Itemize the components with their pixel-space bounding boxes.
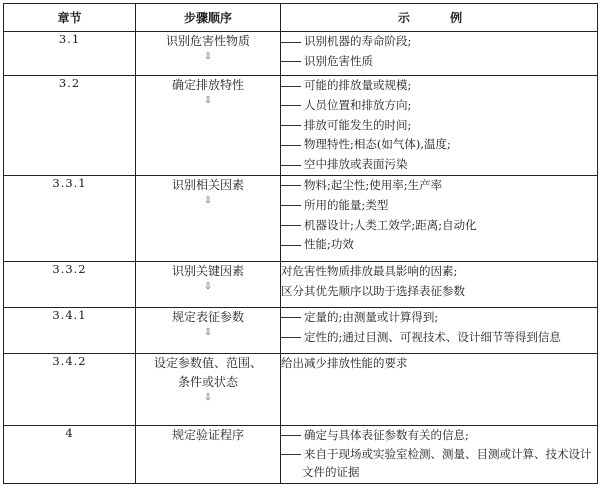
table-row	[4, 307, 598, 353]
dash-mark	[281, 145, 301, 146]
example-text: 人员位置和排放方向;	[304, 97, 412, 112]
example-text: 定量的;由测量或计算得到;	[304, 309, 439, 324]
step-cell	[136, 261, 281, 307]
dash-mark	[281, 245, 301, 246]
example-line	[281, 262, 597, 282]
example-text: 文件的证据	[302, 464, 360, 479]
example-line	[281, 76, 597, 96]
example-text: 机器设计;人类工效学;距离;自动化	[304, 217, 477, 232]
example-line	[281, 116, 597, 136]
step-label: 识别危害性物质	[165, 34, 250, 48]
dash-mark	[281, 317, 301, 318]
example-line	[281, 446, 597, 463]
step-cell	[136, 353, 281, 425]
step-label: 识别相关因素	[171, 177, 244, 192]
example-line	[281, 135, 597, 155]
example-text: 确定与具体表征参数有关的信息;	[304, 427, 469, 442]
example-line	[281, 308, 597, 328]
dash-mark	[281, 337, 301, 338]
example-line	[281, 32, 597, 52]
examples-cell	[281, 307, 598, 353]
down-arrow-icon: ⇩	[204, 195, 212, 206]
example-line	[281, 52, 597, 72]
example-line	[281, 176, 597, 196]
section-number: 3.2	[4, 76, 136, 176]
example-text: 物理特性;相态(如气体),温度;	[304, 137, 451, 152]
example-text: 区分其优先顺序以助于选择表征参数	[281, 283, 465, 298]
table-row	[4, 76, 598, 176]
step-label: 规定表征参数	[171, 309, 244, 324]
dash-mark	[281, 61, 301, 62]
dash-mark	[281, 185, 301, 186]
step-cell	[136, 307, 281, 353]
examples-cell	[281, 425, 598, 483]
dash-mark	[281, 435, 301, 436]
section-number: 3.1	[4, 32, 136, 76]
dash-mark	[281, 42, 301, 43]
example-text: 可能的排放量或规模;	[304, 78, 412, 92]
dash-mark	[281, 165, 301, 166]
hazard-steps-table	[3, 3, 598, 484]
example-text: 定性的;通过目测、可视技术、设计细节等得到信息	[304, 329, 561, 344]
down-arrow-icon: ⇩	[204, 281, 212, 292]
table-row	[4, 32, 598, 76]
example-text: 性能;功效	[304, 237, 354, 252]
example-text: 对危害性物质排放最具影响的因素;	[281, 263, 458, 278]
step-label: 条件或状态	[177, 374, 238, 389]
example-line	[281, 196, 597, 216]
dash-mark	[281, 225, 301, 226]
dash-mark	[281, 86, 301, 87]
header-section: 章节	[4, 4, 136, 32]
example-line	[281, 96, 597, 116]
table-row	[4, 261, 598, 307]
dash-mark	[281, 454, 301, 455]
step-label: 设定参数值、范围、	[153, 355, 262, 370]
examples-cell	[281, 76, 598, 176]
step-cell	[136, 76, 281, 176]
section-number: 4	[4, 425, 136, 483]
examples-cell	[281, 353, 598, 425]
example-text: 所用的能量;类型	[304, 197, 389, 212]
down-arrow-icon: ⇩	[204, 52, 212, 62]
example-text: 排放可能发生的时间;	[304, 117, 412, 132]
dash-mark	[281, 125, 301, 126]
examples-cell	[281, 32, 598, 76]
section-number: 3.4.1	[4, 307, 136, 353]
example-text: 空中排放或表面污染	[304, 157, 408, 172]
example-line	[281, 216, 597, 236]
example-text: 识别危害性质	[304, 53, 373, 68]
step-label: 确定排放特性	[171, 78, 244, 92]
example-line	[281, 155, 597, 175]
example-line	[281, 235, 597, 255]
example-line	[281, 282, 597, 302]
header-steps: 步骤顺序	[136, 4, 281, 32]
example-text: 给出减少排放性能的要求	[281, 355, 408, 370]
step-cell	[136, 425, 281, 483]
section-number: 3.3.1	[4, 175, 136, 261]
example-text: 识别机器的寿命阶段;	[304, 34, 412, 48]
step-cell	[136, 32, 281, 76]
step-label: 规定验证程序	[171, 427, 244, 442]
dash-mark	[281, 105, 301, 106]
step-cell	[136, 175, 281, 261]
down-arrow-icon: ⇩	[204, 96, 212, 106]
dash-mark	[281, 205, 301, 206]
header-examples: 示 例	[281, 4, 598, 32]
section-number: 3.4.2	[4, 353, 136, 425]
table-row	[4, 425, 598, 483]
down-arrow-icon: ⇩	[204, 327, 212, 338]
examples-cell	[281, 261, 598, 307]
examples-cell	[281, 175, 598, 261]
example-text: 来自于现场或实验室检测、测量、目测或计算、技术设计	[304, 446, 592, 461]
example-line	[281, 354, 597, 374]
example-text: 物料;起尘性;使用率;生产率	[304, 177, 443, 192]
step-label: 识别关键因素	[171, 263, 244, 278]
table-row	[4, 175, 598, 261]
down-arrow-icon: ⇩	[204, 392, 212, 403]
example-line	[281, 463, 597, 483]
example-line	[281, 328, 597, 348]
header-row	[4, 4, 598, 32]
section-number: 3.3.2	[4, 261, 136, 307]
table-row	[4, 353, 598, 425]
example-line	[281, 426, 597, 446]
